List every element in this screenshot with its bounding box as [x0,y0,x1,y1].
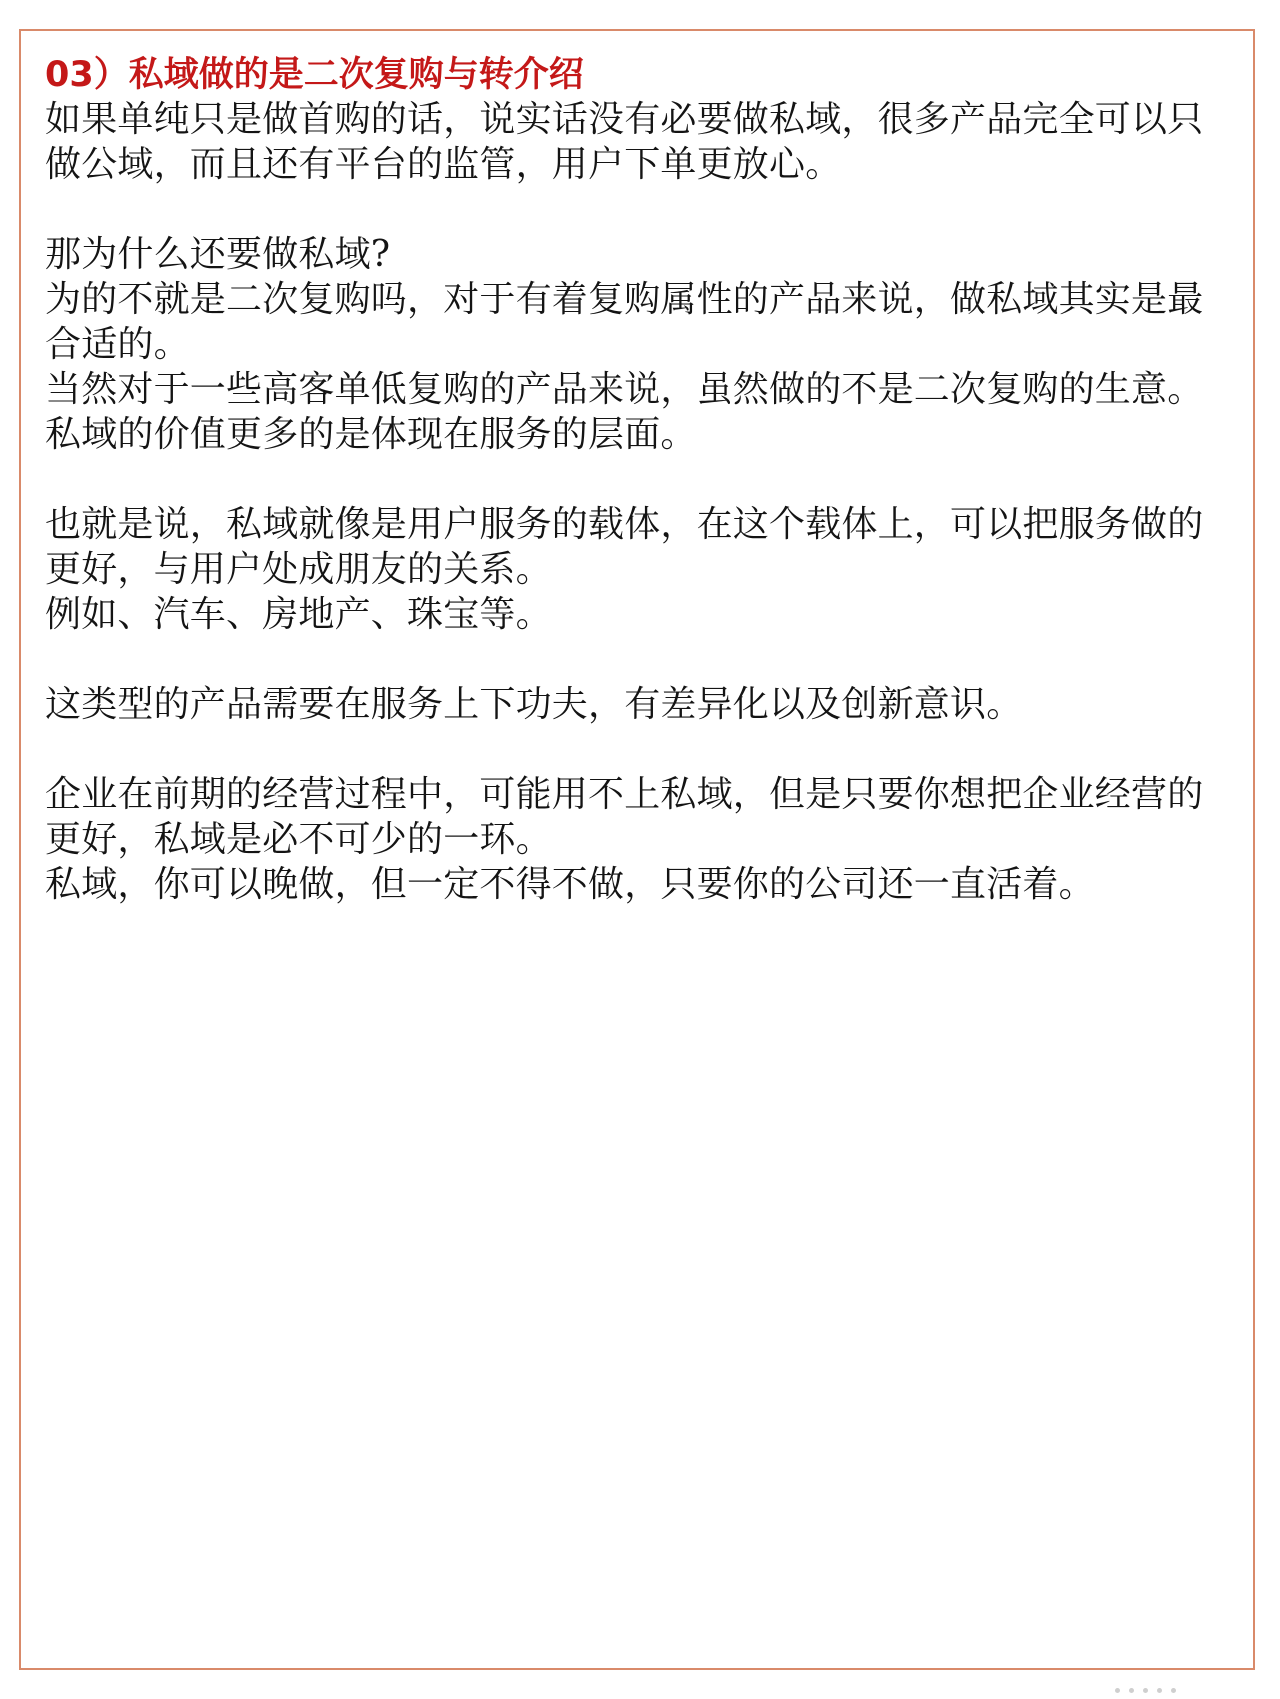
text-line: 私域的价值更多的是体现在服务的层面。 [45,414,697,455]
section-heading: 03）私域做的是二次复购与转介绍 [45,55,584,95]
text-line: 做公域，而且还有平台的监管，用户下单更放心。 [45,144,842,185]
text-line: 当然对于一些高客单低复购的产品来说，虽然做的不是二次复购的生意。 [45,369,1204,410]
text-line: 例如、汽车、房地产、珠宝等。 [45,594,552,635]
page-dot [1143,1688,1148,1693]
paragraph-gap [45,727,1235,772]
page-dot [1115,1688,1120,1693]
page-dot [1129,1688,1134,1693]
text-line: 更好，与用户处成朋友的关系。 [45,549,552,590]
text-line: 更好，私域是必不可少的一环。 [45,819,552,860]
page-dot [1171,1688,1176,1693]
paragraph [45,232,1235,457]
text-line: 那为什么还要做私域? [45,234,391,275]
article-body [45,53,1235,907]
paragraph [45,502,1235,637]
text-line: 为的不就是二次复购吗，对于有着复购属性的产品来说，做私域其实是最 [45,279,1204,320]
text-line: 企业在前期的经营过程中，可能用不上私域，但是只要你想把企业经营的 [45,774,1204,815]
text-line: 也就是说，私域就像是用户服务的载体，在这个载体上，可以把服务做的 [45,504,1204,545]
paragraph-gap [45,637,1235,682]
paragraph-gap [45,457,1235,502]
text-line: 如果单纯只是做首购的话，说实话没有必要做私域，很多产品完全可以只 [45,99,1204,140]
page-indicator [1115,1688,1176,1693]
page-dot [1157,1688,1162,1693]
paragraph [45,682,1235,727]
text-line: 这类型的产品需要在服务上下功夫，有差异化以及创新意识。 [45,684,1023,725]
paragraph [45,772,1235,907]
document-frame [19,29,1255,1670]
paragraph [45,97,1235,187]
text-line: 私域，你可以晚做，但一定不得不做，只要你的公司还一直活着。 [45,864,1095,905]
text-line: 合适的。 [45,324,190,365]
paragraph-gap [45,187,1235,232]
